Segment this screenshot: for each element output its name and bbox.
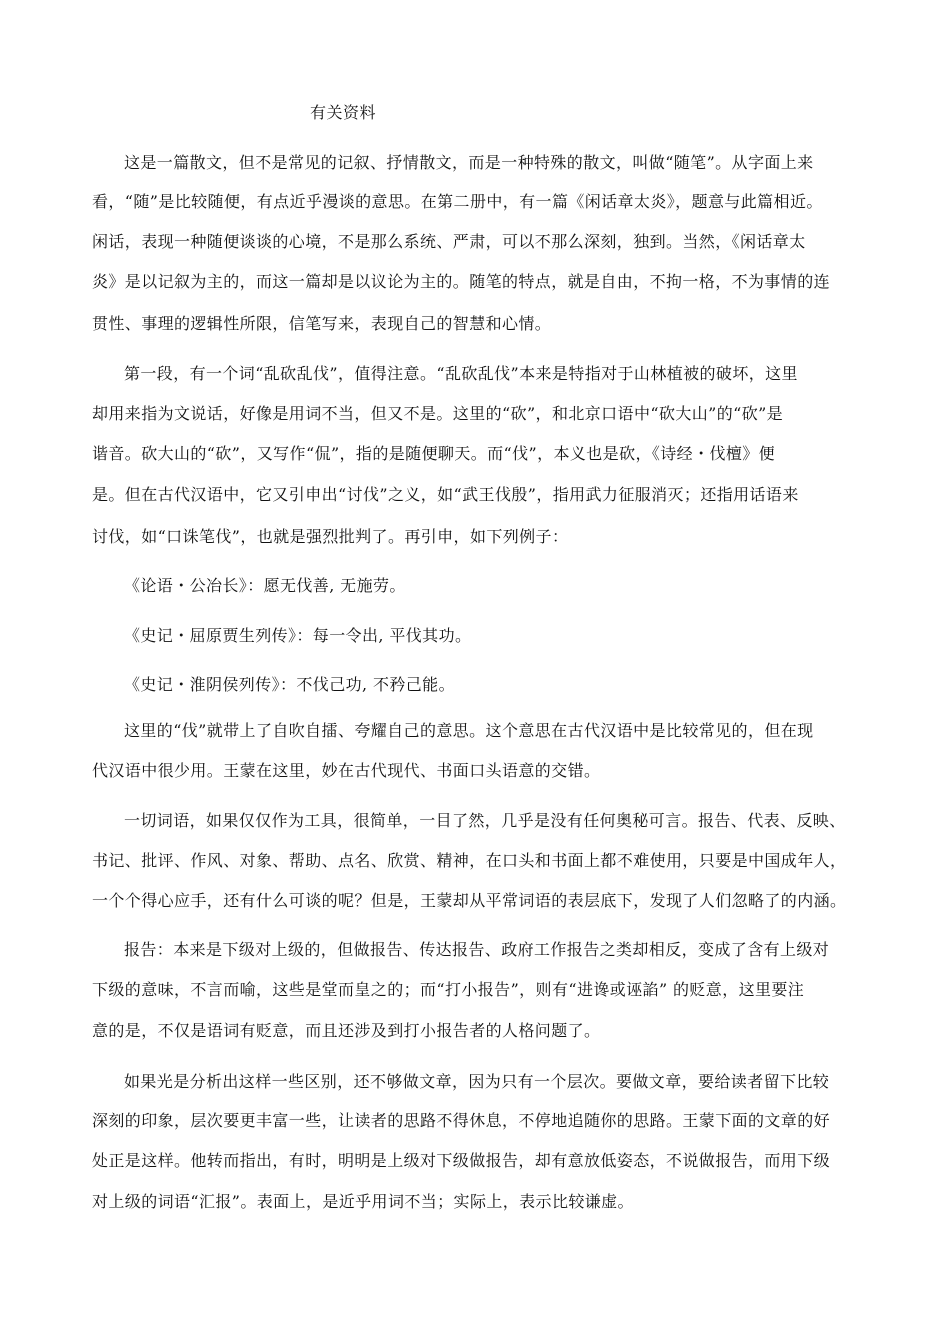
paragraph-7-line-3: 一个个得心应手，还有什么可谈的呢？但是，王蒙却从平常词语的表层底下，发现了人们忽略了的内涵。	[92, 891, 847, 910]
paragraph-1-line-5: 贯性、事理的逻辑性所限，信笔写来，表现自己的智慧和心情。	[92, 314, 552, 333]
paragraph-8-line-3: 意的是，不仅是语词有贬意，而且还涉及到打小报告者的人格问题了。	[92, 1021, 601, 1040]
paragraph-9-line-3: 处正是这样。他转而指出，有时，明明是上级对下级做报告，却有意放低姿态，不说做报告，而用下级	[92, 1151, 831, 1170]
paragraph-2-line-4: 是。但在古代汉语中，它又引申出“讨伐”之义，如“武王伐殷”，指用武力征服消灭；还指用话语来	[92, 485, 799, 504]
paragraph-6-line-1: 这里的“伐”就带上了自吹自擂、夸耀自己的意思。这个意思在古代汉语中是比较常见的，但在现	[124, 721, 814, 740]
paragraph-7-line-2: 书记、批评、作风、对象、帮助、点名、欣赏、精神，在口头和书面上都不难使用，只要是中国成年人，	[92, 851, 847, 870]
paragraph-9-line-2: 深刻的印象，层次要更丰富一些，让读者的思路不得休息，不停地追随你的思路。王蒙下面的文章的好	[92, 1111, 831, 1130]
quotation-lunyu: 《论语・公冶长》：愿无伐善, 无施劳。	[124, 576, 406, 595]
paragraph-9-line-1: 如果光是分析出这样一些区别，还不够做文章，因为只有一个层次。要做文章，要给读者留下比较	[124, 1072, 830, 1091]
document-title: 有关资料	[310, 103, 377, 122]
quotation-shiji-quyuan: 《史记・屈原贾生列传》：每一令出, 平伐其功。	[124, 626, 472, 645]
paragraph-2-line-3: 谐音。砍大山的“砍”，又写作“侃”，指的是随便聊天。而“伐”，本义也是砍，《诗经・伐檀》便	[92, 444, 776, 463]
paragraph-8-line-1: 报告：本来是下级对上级的，但做报告、传达报告、政府工作报告之类却相反，变成了含有上级对	[124, 940, 830, 959]
paragraph-7-line-1: 一切词语，如果仅仅作为工具，很简单，一目了然，几乎是没有任何奥秘可言。报告、代表、反映、	[124, 811, 846, 830]
quotation-shiji-huaiyin: 《史记・淮阴侯列传》：不伐己功, 不矜己能。	[124, 675, 455, 694]
paragraph-6-line-2: 代汉语中很少用。王蒙在这里，妙在古代现代、书面口头语意的交错。	[92, 761, 601, 780]
paragraph-2-line-5: 讨伐，如“口诛笔伐”，也就是强烈批判了。再引申，如下列例子：	[92, 527, 569, 546]
paragraph-1-line-2: 看，“随”是比较随便，有点近乎漫谈的意思。在第二册中，有一篇《闲话章太炎》，题意与此篇相近。	[92, 192, 823, 211]
paragraph-2-line-1: 第一段，有一个词“乱砍乱伐”，值得注意。“乱砍乱伐”本来是特指对于山林植被的破坏，这里	[124, 364, 798, 383]
paragraph-9-line-4: 对上级的词语“汇报”。表面上，是近乎用词不当；实际上，表示比较谦虚。	[92, 1192, 634, 1211]
paragraph-1-line-4: 炎》是以记叙为主的，而这一篇却是以议论为主的。随笔的特点，就是自由，不拘一格，不为事情的连	[92, 272, 831, 291]
paragraph-8-line-2: 下级的意味，不言而喻，这些是堂而皇之的；而“打小报告”，则有“进谗或诬諂” 的贬意，这里要注	[92, 980, 805, 999]
paragraph-1-line-1: 这是一篇散文，但不是常见的记叙、抒情散文，而是一种特殊的散文，叫做“随笔”。从字面上来	[124, 153, 814, 172]
paragraph-2-line-2: 却用来指为文说话，好像是用词不当，但又不是。这里的“砍”，和北京口语中“砍大山”的“砍”是	[92, 404, 784, 423]
paragraph-1-line-3: 闲话，表现一种随便谈谈的心境，不是那么系统、严肃，可以不那么深刻，独到。当然，《闲话章太	[92, 232, 806, 251]
